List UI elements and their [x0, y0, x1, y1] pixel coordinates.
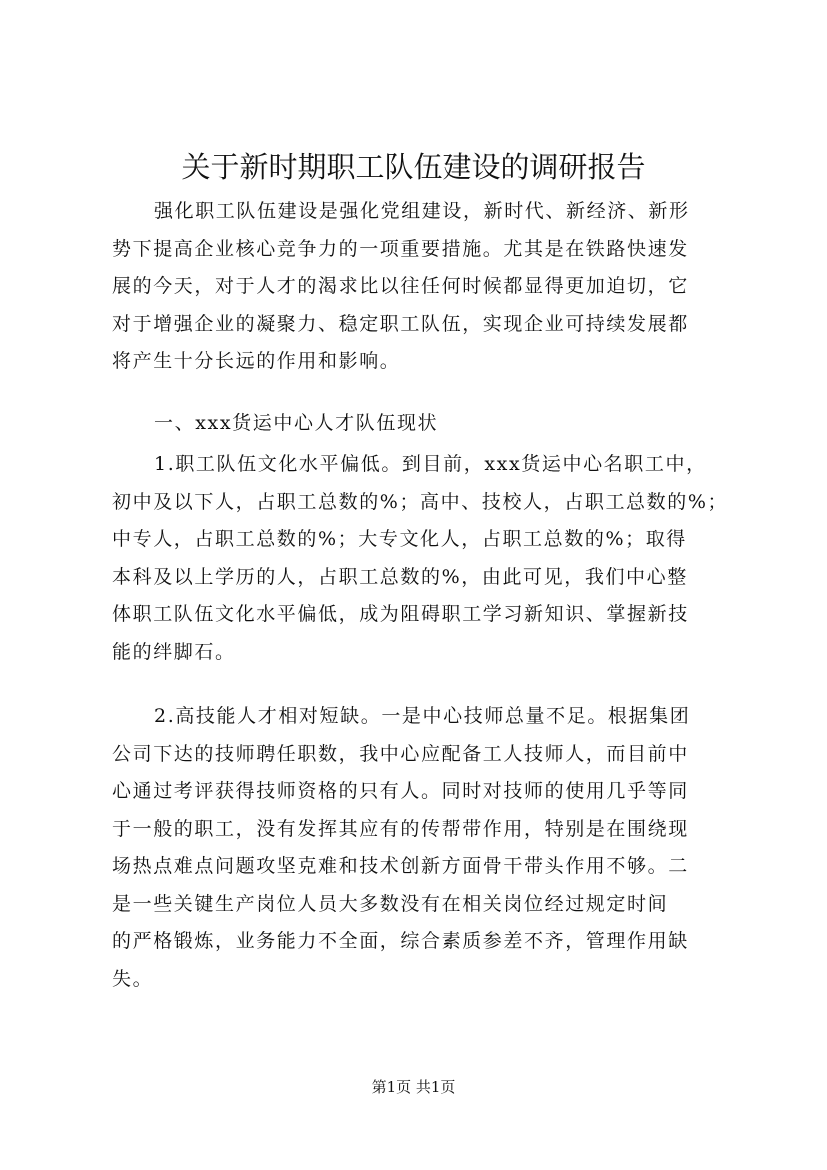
- paragraph-skilled-talent: [112, 698, 727, 998]
- paragraph-line: 势下提高企业核心竞争力的一项重要措施。尤其是在铁路快速发: [112, 237, 689, 260]
- paragraph-line: 心通过考评获得技师资格的只有人。同时对技师的使用几乎等同: [112, 780, 689, 802]
- paragraph-line: 强化职工队伍建设是强化党组建设，新时代、新经济、新形: [154, 200, 690, 222]
- paragraph-line: 展的今天，对于人才的渴求比以往任何时候都显得更加迫切，它: [112, 275, 689, 297]
- paragraph-line: 公司下达的技师聘任职数，我中心应配备工人技师人，而目前中: [112, 742, 689, 765]
- paragraph-line: 1.职工队伍文化水平偏低。到目前，xxx货运中心名职工中，: [154, 453, 707, 475]
- paragraph-line: 的严格锻炼，业务能力不全面，综合素质参差不齐，管理作用缺: [112, 930, 689, 952]
- paragraph-line: 中专人，占职工总数的%；大专文化人，占职工总数的%；取得: [112, 528, 687, 550]
- paragraph-education-level: [112, 446, 727, 671]
- paragraph-line: 能的绊脚石。: [112, 640, 236, 663]
- paragraph-intro: [112, 193, 727, 381]
- section-heading: [112, 405, 727, 443]
- paragraph-line: 2.高技能人才相对短缺。一是中心技师总量不足。根据集团: [154, 705, 691, 727]
- paragraph-line: 将产生十分长远的作用和影响。: [112, 350, 401, 372]
- paragraph-line: 是一些关键生产岗位人员大多数没有在相关岗位经过规定时间: [112, 892, 669, 915]
- paragraph-line: 本科及以上学历的人，占职工总数的%，由此可见，我们中心整: [112, 565, 688, 588]
- paragraph-line: 失。: [112, 967, 154, 990]
- page-footer: 第1页 共1页: [371, 1078, 456, 1096]
- paragraph-line: 体职工队伍文化水平偏低，成为阻碍职工学习新知识、掌握新技: [112, 603, 689, 625]
- paragraph-line: 对于增强企业的凝聚力、稳定职工队伍，实现企业可持续发展都: [112, 312, 689, 335]
- paragraph-line: 于一般的职工，没有发挥其应有的传帮带作用，特别是在围绕现: [112, 817, 689, 840]
- paragraph-line: 初中及以下人，占职工总数的%；高中、技校人，占职工总数的%；: [112, 490, 729, 513]
- document-title: 关于新时期职工队伍建设的调研报告: [181, 150, 646, 184]
- section-heading-text: 一、xxx货运中心人才队伍现状: [154, 412, 439, 434]
- paragraph-line: 场热点难点问题攻坚克难和技术创新方面骨干带头作用不够。二: [112, 855, 689, 877]
